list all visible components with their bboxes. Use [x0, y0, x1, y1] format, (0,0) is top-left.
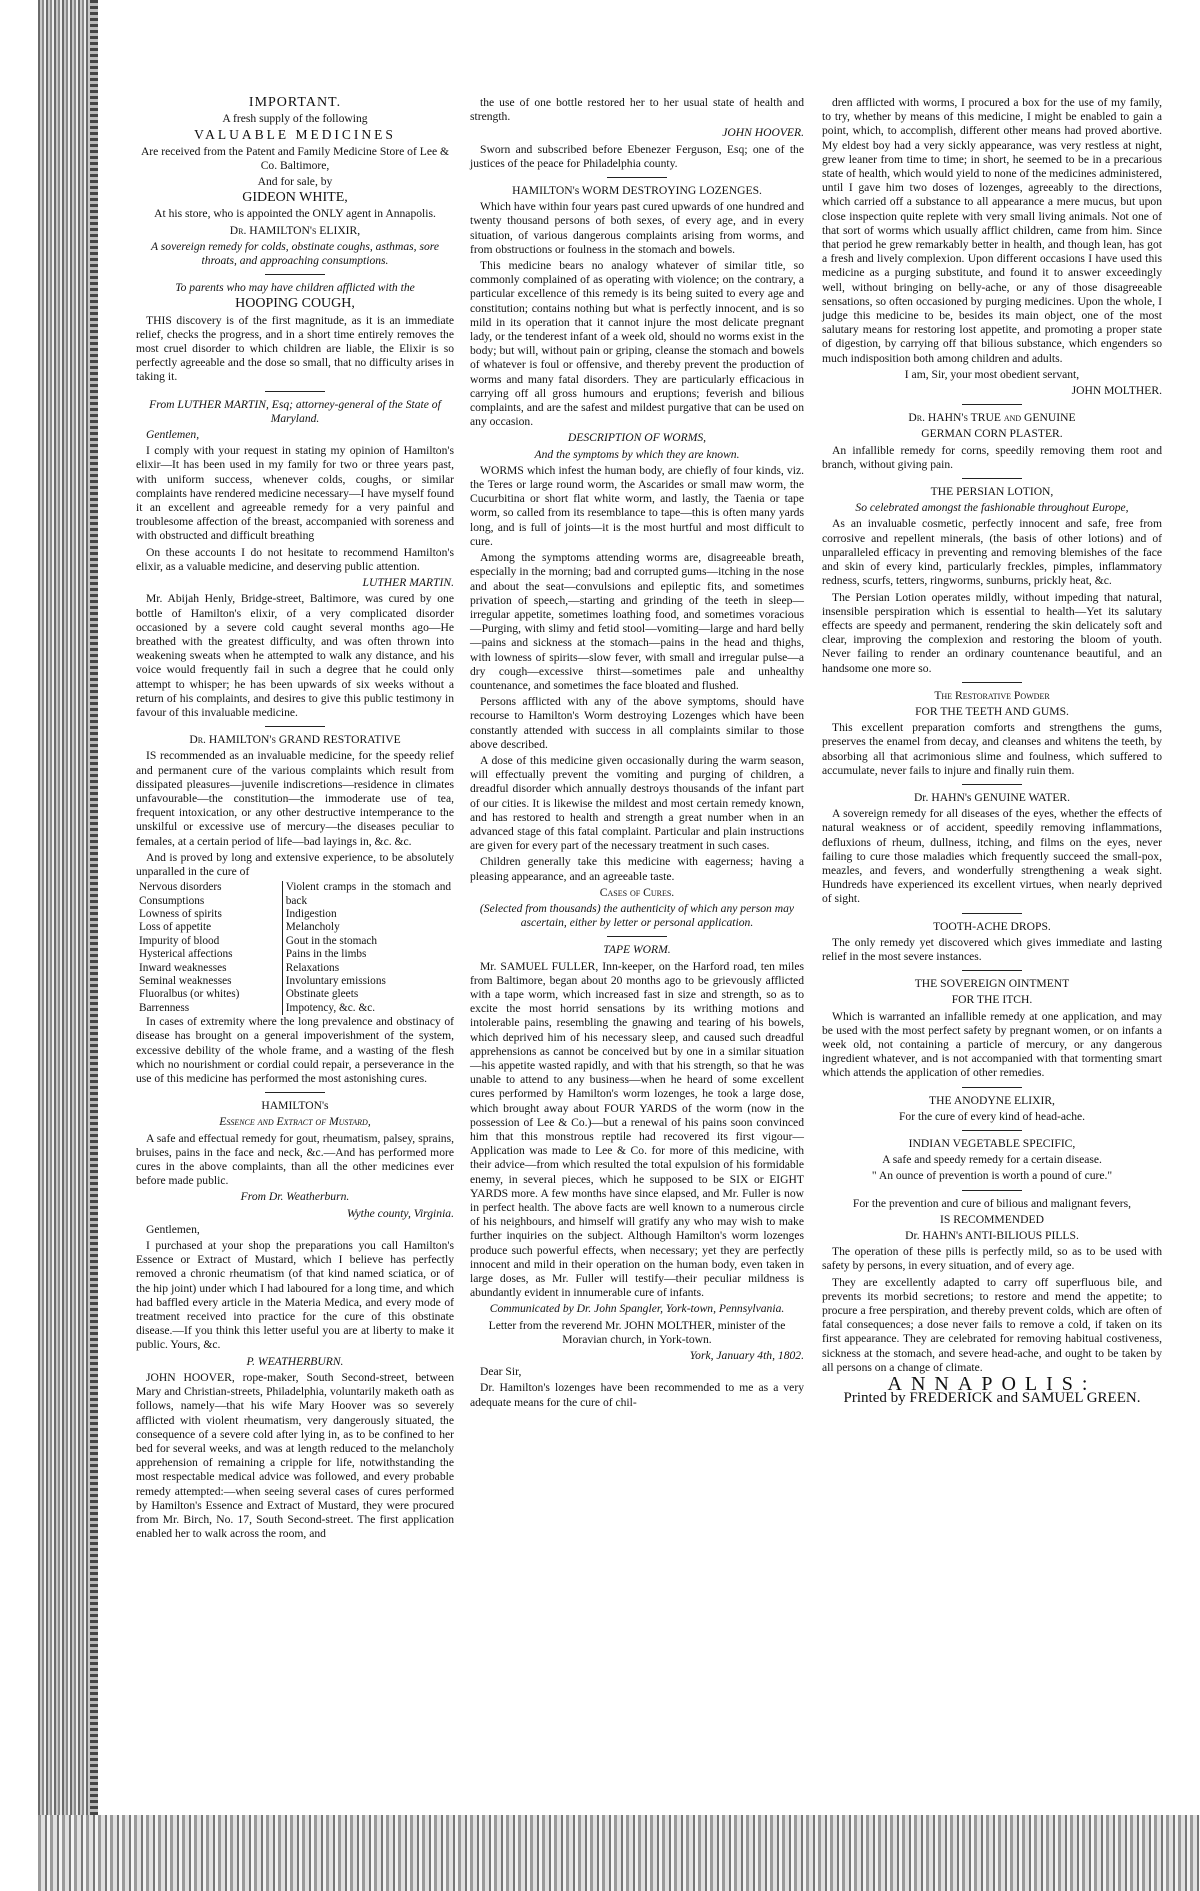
bilious-intro: For the prevention and cure of bilious and malignant fevers,: [852, 1196, 1132, 1210]
disorders-left-list: [136, 881, 282, 1015]
imprint-place: ANNAPOLIS:: [887, 1373, 1097, 1396]
disorder-item: Melancholy: [285, 921, 340, 934]
weatherburn-gentlemen: Gentlemen,: [146, 1222, 200, 1236]
weatherburn-from: From Dr. Weatherburn.: [240, 1190, 350, 1204]
divider: [607, 177, 667, 178]
ointment-line-1: THE SOVEREIGN OINTMENT: [914, 977, 1070, 991]
disorder-item: Relaxations: [285, 961, 340, 974]
disorder-item: Involuntary emissions: [285, 975, 386, 987]
disorder-item: Obstinate gleets: [285, 988, 359, 1001]
important-title: IMPORTANT.: [248, 95, 342, 110]
divider: [962, 404, 1022, 405]
cures-subtitle: (Selected from thousands) the authenticity of which any person may ascertain, either by letter or personal application.: [479, 901, 795, 930]
disorder-item: Loss of appetite: [139, 921, 212, 934]
tape-worm-title: TAPE WORM.: [603, 943, 671, 957]
worms-text-2: Among the symptoms attending worms are, disagreeable breath, especially in the morning; bad and corrupted gums—itching in the nose and about the seat—convulsions and epileptic fits, and sometimes privation of speech,—starting and grinding of the teeth in sleep—irregular appetite, sometimes loathing food, and sometimes voracious—Purging, with slimy and fetid stool—vomiting—large and hard belly—pains and sickness at the stomach—pains in the head and thighs, with lowness of spirits—slow fever, with small and irregular pulse—a dry cough—excessive thirst—sometimes pale and unhealthy countenance, and sometimes the face bloated and flushed.: [470, 551, 804, 692]
seller-location: At his store, who is appointed the ONLY agent in Annapolis.: [154, 207, 436, 221]
tape-worm-text: Mr. SAMUEL FULLER, Inn-keeper, on the Harford road, ten miles from Baltimore, began about 20 months ago to be grievously afflicted with a tape worm, which increased fast in size and strength, so as to excite the most horrid sensations by its writhing motions and intolerable pains, resembling the gnawing and tearing of his bowels, which deprived him of his necessary sleep, and caused such dreadful apprehensions as cannot be conceived but by one in a similar situation—his appetite wasted rapidly, and with that his strength, so that he was unable to attend to any business—when he heard of some excellent cures performed by Hamilton's worm lozenges, he took a large dose, which brought away about FOUR YARDS of the worm (now in the possession of Lee & Co.)—but a renewal of his pains soon convinced him that this monstrous reptile had recovered its first vigour—Application was made to Lee & Co. for more of this medicine, with their advice—from which resulted the total expulsion of his formidable enemy, in several pieces, which he supposed to be SIX or EIGHT YARDS more. A few months have since elapsed, and Mr. Fuller is now in perfect health. The above facts are well known to a numerous circle of his neighbours, and himself will gratify any who may wish to make further inquiries on the subject. Although Hamilton's worm lozenges produce such powerful effects, when necessary; yet they are perfectly innocent and mild in their operation on the human body, even taken in large doses, as Mr. Fuller will testify—their peculiar mildness is abundantly evident in innumerable cure of infants.: [470, 959, 804, 1300]
specific-text: A safe and speedy remedy for a certain disease.: [882, 1153, 1102, 1167]
restorative-text-3: In cases of extremity where the long prevalence and obstinacy of disease has brought on a general impoverishment of the system, excessive debility of the whole frame, and a wasting of the flesh which no nourishment or cordial could repair, a perseverance in the use of this medicine has performed the most astonishing cures.: [136, 1015, 454, 1086]
worms-text-3: Persons afflicted with any of the above symptoms, should have recourse to Hamilton's Worm destroying Lozenges which have been constantly attended with success in all complaints similar to those above described.: [470, 695, 804, 751]
disorder-item: Pains in the limbs: [285, 948, 367, 961]
divider: [607, 936, 667, 937]
imprint-printer: Printed by FREDERICK and SAMUEL GREEN.: [843, 1390, 1141, 1407]
molther-signature: JOHN MOLTHER.: [1071, 384, 1162, 398]
divider: [962, 1130, 1022, 1131]
restorative-text: IS recommended as an invaluable medicine, for the speedy relief and permanent cure of the various complaints which result from dissipated pleasures—juvenile indiscretions—residence in climates unfavourable—the constitution—the immoderate use of tea, frequent intoxication, or any other destructive intemperance to the unskilful or excessive use of mercury—the diseases peculiar to females, at a certain period of life—bad layings in, &c. &c.: [136, 749, 454, 848]
restorative-text-2: And is proved by long and extensive experience, to be absolutely unparalled in the cure of: [136, 850, 454, 878]
weatherburn-letter: I purchased at your shop the preparations you call Hamilton's Essence or Extract of Mustard, which I believe has perfectly removed a chronic rheumatism (of that kind named sciatica, or of the hip joint) under which I had laboured for a long time, and which had baffled every article in the Materia Medica, and every mode of treatment received into practice for the cure of this obstinate disease.—If you think this letter useful you are at liberty to make it public. Yours, &c.: [136, 1239, 454, 1352]
henly-text: Mr. Abijah Henly, Bridge-street, Baltimore, was cured by one bottle of Hamilton's elixir, of a very complicated disorder occasioned by a severe cold caught several months ago—He breathed with the greatest difficulty, and was often thrown into weakening sweats when he attempted to walk any distance, and his voice would frequently fail in such a degree that he could only attempt to whisper; he has been upwards of six weeks without a return of his complaints, and desires to give this public testimony in favour of this invaluable medicine.: [136, 592, 454, 719]
mustard-title: HAMILTON's: [261, 1099, 329, 1113]
intro-supply: A fresh supply of the following: [222, 112, 368, 126]
lozenges-text-2: This medicine bears no analogy whatever of similar title, so commonly complained of as operating with violence; on the contrary, a particular excellence of this remedy is its being suited to every age and constitution; contains nothing but what is perfectly innocent, and is so mild in its operation that it cannot injure the most delicate pregnant lady, or the tenderest infant of a week old, should no worms exist in the body; but will, without pain or griping, cleanse the stomach and bowels of whatever is foul or offensive, and thereby prevent the production of worms and many fatal disorders. They are particularly efficacious in carrying off all gross humours and eruptions; feverish and bilious complaints, and are the safest and mildest purgative that can be used on any occasion.: [470, 259, 804, 429]
persian-lotion-text: As an invaluable cosmetic, perfectly innocent and safe, free from corrosive and repellent minerals, (the basis of other lotions) and of unparalleled efficacy in preventing and removing blemishes of the face and skin of every kind, particularly freckles, pimples, inflammatory redness, scurfs, tetters, ringworms, sunburns, prickly heat, &c.: [822, 517, 1162, 588]
disorder-item: Lowness of spirits: [139, 907, 222, 920]
restorative-powder-text: This excellent preparation comforts and strengthens the gums, preserves the enamel from decay, and cleanses and whitens the teeth, by absorbing all that acrimonious slime and foulness, which suffered to accumulate, never fails to injure and finally ruin them.: [822, 721, 1162, 777]
restorative-powder-title: FOR THE TEETH AND GUMS.: [915, 704, 1069, 718]
column-3: [822, 96, 1162, 1405]
disorder-item: Violent cramps in the stomach and back: [285, 881, 451, 907]
molther-letter-continued: dren afflicted with worms, I procured a box for the use of my family, to try, whether by means of this medicine, I might be enabled to gain a point, which, to accomplish, different other means had proved abortive. My eldest boy had a very sickly appearance, was very restless at night, grew leaner from time to time; in short, he seemed to be in a precarious state of health, which would yield to none of the medicines administered, until I gave him two doses of lozenges, agreeably to the directions, which carried off a substance to all appearance a mere mucus, but upon close inspection quite replete with very small living animals. Not one of that sort of worms which usually afflict children, came from him. Since that period he grew remarkably better in health, and though lean, has got a fresh and lively complexion. Upon different occasions I have used this medicine as a purging substitute, and found it to answer exceedingly well, without bringing on belly-ache, or any of those disagreeable sensations, so often occasioned by purging medicines. Upon the whole, I judge this medicine to be, besides its main object, one of the most salutary means for restoring lost appetite, and promoting a proper state of digestion, by carrying off that bilious substance, which engenders so much indisposition both among children and adults.: [822, 96, 1162, 365]
specific-title: INDIAN VEGETABLE SPECIFIC,: [908, 1137, 1076, 1150]
martin-letter: I comply with your request in stating my opinion of Hamilton's elixir—It has been used in my family for two or three years past, with uniform success, whenever colds, coughs, or similar complaints have rendered medicine necessary—I have myself found it an excellent and agreeable remedy for a very painful and troublesome affection of the breast, accompanied with soreness and with obstructed and difficult breathing: [136, 444, 454, 543]
ointment-text: Which is warranted an infallible remedy at one application, and may be used with the most perfect safety by pregnant women, or on infants a week old, not containing a particle of mercury, or any dangerous ingredient whatever, and is not accompanied with that tormenting smart which attends the application of other remedies.: [822, 1009, 1162, 1080]
cures-title: Cases of Cures.: [599, 885, 675, 899]
elixir-desc: A sovereign remedy for colds, obstinate coughs, asthmas, sore throats, and approaching consumptions.: [151, 239, 439, 268]
page-binding-edge: [38, 0, 90, 1860]
dear-sir: Dear Sir,: [480, 1365, 522, 1379]
corn-plaster-text: An infallible remedy for corns, speedily removing them root and branch, without giving pain.: [822, 443, 1162, 471]
molther-date: York, January 4th, 1802.: [689, 1349, 804, 1363]
restorative-title: Dr. HAMILTON's GRAND RESTORATIVE: [189, 733, 401, 747]
worms-subtitle: And the symptoms by which they are known.: [534, 447, 740, 461]
weatherburn-place: Wythe county, Virginia.: [346, 1206, 454, 1220]
for-sale: And for sale, by: [257, 175, 333, 189]
molther-letter-heading: Letter from the reverend Mr. JOHN MOLTHER, minister of the Moravian church, in York-town.: [488, 1318, 786, 1346]
disorder-item: Seminal weaknesses: [139, 975, 232, 987]
seller-name: GIDEON WHITE,: [242, 190, 348, 206]
persian-lotion-subtitle: So celebrated amongst the fashionable throughout Europe,: [855, 501, 1129, 515]
disorder-item: Nervous disorders: [139, 881, 222, 894]
mustard-text: A safe and effectual remedy for gout, rheumatism, palsey, sprains, bruises, pains in the face and neck, &c.—And has performed more cures in the above complaints, than all the other medicines ever before made public.: [136, 1131, 454, 1188]
hoover-signature: JOHN HOOVER.: [722, 126, 804, 140]
received-from: Are received from the Patent and Family Medicine Store of Lee & Co. Baltimore,: [140, 144, 450, 172]
disorder-item: Fluoralbus (or whites): [139, 988, 240, 1001]
mustard-subtitle: Essence and Extract of Mustard,: [219, 1115, 371, 1129]
persian-lotion-text-2: The Persian Lotion operates mildly, without impeding that natural, insensible perspiration which is essential to health—Yet its salutary effects are speedy and permanent, rendering the skin delicately soft and clear, improving the complexion and restoring the bloom of youth. Never failing to render an ordinary countenance beautiful, and an handsome one more so.: [822, 590, 1162, 675]
disorder-item: Barrenness: [139, 1001, 190, 1014]
disorders-right-list: [282, 881, 454, 1015]
hooping-text: THIS discovery is of the first magnitude, as it is an immediate relief, checks the progress, and in a short time entirely removes the most cruel disorder to which children are liable, the Elixir is so perfectly agreeable and the dose so small, that no difficulty arises in taking it.: [136, 313, 454, 384]
parents-line: To parents who may have children afflicted with the: [175, 281, 415, 295]
martin-letter-2: On these accounts I do not hesitate to recommend Hamilton's elixir, as a valuable medicine, and deserving public attention.: [136, 545, 454, 573]
worms-text-5: Children generally take this medicine with eagerness; having a pleasing appearance, and an agreeable taste.: [470, 855, 804, 883]
worms-text-4: A dose of this medicine given occasionally during the warm season, will effectually prevent the vomiting and purging of children, a dreadful disorder which annually destroys thousands of the infant part of our cities. It is likewise the mildest and most certain remedy known, and has restored to health and strength a great number when in an advanced stage of this fatal complaint. Particular and plain instructions are given for every part of the necessary treatment in such cases.: [470, 753, 804, 853]
column-2: [470, 96, 804, 1412]
anodyne-title: THE ANODYNE ELIXIR,: [929, 1093, 1055, 1107]
divider: [962, 478, 1022, 479]
disorder-item: Gout in the stomach: [285, 934, 378, 947]
corn-plaster-line-1: Dr. HAHN's TRUE and GENUINE: [908, 411, 1076, 425]
weatherburn-signature: P. WEATHERBURN.: [246, 1354, 344, 1368]
page-bottom-edge: [38, 1815, 1200, 1891]
specific-quote: " An ounce of prevention is worth a pound of cure.": [871, 1169, 1113, 1183]
divider: [265, 274, 325, 275]
martin-signature: LUTHER MARTIN.: [362, 576, 454, 590]
divider: [265, 726, 325, 727]
bilious-title: Dr. HAHN's ANTI-BILIOUS PILLS.: [905, 1229, 1079, 1243]
column-1: [136, 96, 454, 1543]
lozenges-title: HAMILTON's WORM DESTROYING LOZENGES.: [512, 184, 762, 198]
hoover-continued: the use of one bottle restored her to her usual state of health and strength.: [470, 96, 804, 124]
lozenges-text: Which have within four years past cured upwards of one hundred and twenty thousand persons of both sexes, of every age, and in every situation, of various dangerous complaints arising from worms, and from obstructions or foulness in the stomach and bowels.: [470, 200, 804, 256]
molther-closing: I am, Sir, your most obedient servant,: [904, 367, 1080, 381]
divider: [962, 1190, 1022, 1191]
page-binding-shadow: [90, 0, 98, 1860]
disorder-item: Impurity of blood: [139, 934, 220, 947]
martin-heading: From LUTHER MARTIN, Esq; attorney-general of the State of Maryland.: [149, 397, 441, 425]
anodyne-text: For the cure of every kind of head-ache.: [898, 1109, 1086, 1123]
bilious-text-2: They are excellently adapted to carry off superfluous bile, and prevents its morbid secretions; to restore and mend the appetite; to procure a free perspiration, and thereby prevent colds, which are often of fatal consequences; a dose never fails to remove a cold, if taken on its first appearance. They are celebrated for removing habitual costiveness, sickness at the stomach, and severe head-ache, and ought to be taken by all persons on a change of climate.: [822, 1275, 1162, 1374]
hooping-title: HOOPING COUGH,: [235, 296, 355, 312]
communicated-by: Communicated by Dr. John Spangler, York-town, Pennsylvania.: [489, 1302, 785, 1316]
divider: [265, 391, 325, 392]
sworn-statement: Sworn and subscribed before Ebenezer Ferguson, Esq; one of the justices of the peace for Philadelphia county.: [470, 142, 804, 170]
divider: [265, 1092, 325, 1093]
worms-title: DESCRIPTION OF WORMS,: [567, 431, 707, 445]
divider: [962, 913, 1022, 914]
divider: [962, 970, 1022, 971]
disorder-item: Hysterical affections: [139, 948, 233, 961]
bilious-text: The operation of these pills is perfectly mild, so as to be used with safety by persons, in every situation, and of every age.: [822, 1245, 1162, 1273]
valuable-medicines: VALUABLE MEDICINES: [194, 127, 396, 143]
disorder-item: Inward weaknesses: [139, 961, 227, 974]
divider: [962, 1087, 1022, 1088]
disorder-item: Consumptions: [139, 894, 205, 907]
recommended-label: IS RECOMMENDED: [939, 1212, 1045, 1226]
disorder-item: Indigestion: [285, 907, 337, 920]
corn-plaster-title: GERMAN CORN PLASTER.: [921, 427, 1063, 441]
worms-text: WORMS which infest the human body, are chiefly of four kinds, viz. the Teres or large round worm, the Ascarides or small maw worm, the Cucurbitina or short flat white worm, and lastly, the Taenia or tape worm, so called from its resemblance to tape—this is often many yards long, and is full of joints—it is the most hurtful and most difficult to cure.: [470, 463, 804, 548]
elixir-title: Dr. HAMILTON's ELIXIR,: [229, 223, 361, 237]
imprint: [822, 1373, 1162, 1407]
toothache-text: The only remedy yet discovered which gives immediate and lasting relief in the most severe instances.: [822, 935, 1162, 963]
toothache-title: TOOTH-ACHE DROPS.: [933, 919, 1051, 933]
divider: [962, 784, 1022, 785]
hoover-text: JOHN HOOVER, rope-maker, South Second-street, between Mary and Christian-streets, Philadelphia, voluntarily maketh oath as follows, namely—that his wife Mary Hoover was so severely afflicted with violent rheumatism, very dangerously situated, the consequence of a severe cold after lying in, as to be confined to her bed for several weeks, and was at length reduced to the melancholy apprehension of remaining a cripple for life, notwithstanding the most respectable medical advice was followed, and every probable remedy attempted:—when seeing several cases of cures performed by Hamilton's Essence and Extract of Mustard, they were procured from Mr. Birch, No. 17, South Second-street. The first application enabled her to walk across the room, and: [136, 1370, 454, 1541]
disorders-table: [136, 881, 454, 1015]
restorative-powder-line-1: The Restorative Powder: [934, 688, 1050, 702]
ointment-title: FOR THE ITCH.: [951, 993, 1033, 1007]
disorder-item: Impotency, &c. &c.: [285, 1001, 376, 1014]
genuine-water-title: Dr. HAHN's GENUINE WATER.: [913, 790, 1071, 804]
martin-gentlemen: Gentlemen,: [146, 428, 200, 442]
molther-letter-start: Dr. Hamilton's lozenges have been recommended to me as a very adequate means for the cure of chil-: [470, 1381, 804, 1409]
persian-lotion-title: THE PERSIAN LOTION,: [930, 485, 1054, 499]
divider: [962, 682, 1022, 683]
genuine-water-text: A sovereign remedy for all diseases of the eyes, whether the effects of natural weakness or of accident, speedily removing inflammations, defluxions of rheum, dullness, itching, and films on the eyes, never failing to cure those maladies which frequently succeed the small-pox, meazles, and fevers, and wonderfully strengthening a weak sight. Hundreds have experienced its excellent virtues, when nearly deprived of sight.: [822, 807, 1162, 906]
